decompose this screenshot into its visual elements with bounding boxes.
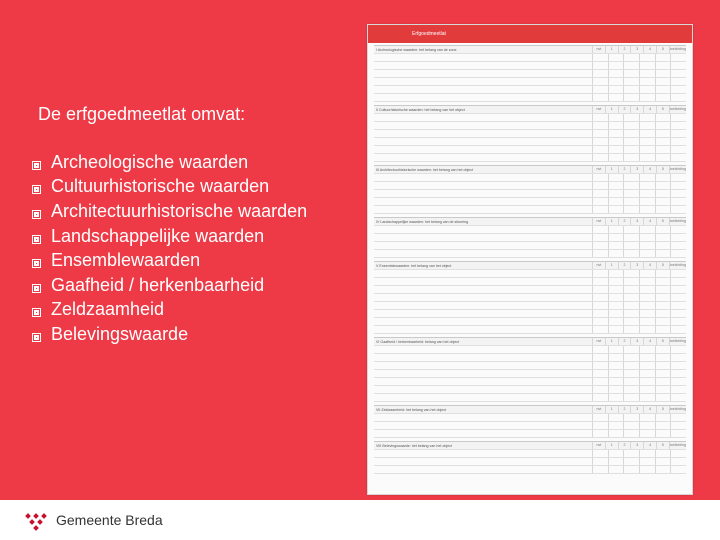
section-label: I Archeologische waarden: het belang van de zone: [376, 47, 457, 52]
section-cell: nvt: [592, 166, 605, 173]
bullet-item: Gaafheid / herkenbaarheid: [32, 273, 307, 298]
section-row: [374, 386, 686, 394]
section-cell: toelichting: [669, 443, 686, 447]
section-row: [374, 114, 686, 122]
section-cell: 2: [618, 106, 631, 113]
breda-logo-icon: [24, 512, 48, 532]
section-row: [374, 182, 686, 190]
section-row: [374, 242, 686, 250]
section-row: [374, 318, 686, 326]
section-row: [374, 354, 686, 362]
section-row: [374, 154, 686, 162]
section-cell: 5: [656, 406, 669, 413]
section-row: [374, 250, 686, 258]
section-cell: 1: [605, 442, 618, 449]
bullet-item: Landschappelijke waarden: [32, 224, 307, 249]
section-row: [374, 466, 686, 474]
section-cell: 2: [618, 166, 631, 173]
section-cell: 3: [630, 106, 643, 113]
section-label: II Cultuurhistorische waarden: het belang van het object: [376, 107, 465, 112]
section-header-row: [374, 262, 686, 270]
section-row: [374, 86, 686, 94]
section-header-row: [374, 442, 686, 450]
section-row: [374, 278, 686, 286]
section-cell: 5: [656, 166, 669, 173]
document-section: [374, 165, 686, 214]
section-cell: toelichting: [669, 263, 686, 267]
section-cell: 4: [643, 106, 656, 113]
section-cell: nvt: [592, 218, 605, 225]
bullet-square-icon: [32, 161, 41, 170]
section-row: [374, 346, 686, 354]
bullet-item: Cultuurhistorische waarden: [32, 175, 307, 200]
section-header-row: [374, 218, 686, 226]
section-row: [374, 138, 686, 146]
section-cell: 4: [643, 442, 656, 449]
section-row: [374, 130, 686, 138]
section-label: VI Gaafheid / herkenbaarheid: belang van het object: [376, 339, 460, 344]
section-row: [374, 362, 686, 370]
section-cell: nvt: [592, 406, 605, 413]
section-row: [374, 122, 686, 130]
document-section: [374, 217, 686, 258]
section-header-row: [374, 46, 686, 54]
section-row: [374, 370, 686, 378]
section-row: [374, 62, 686, 70]
section-cell: 4: [643, 218, 656, 225]
section-cell: toelichting: [669, 107, 686, 111]
section-cell: 3: [630, 338, 643, 345]
section-row: [374, 94, 686, 102]
section-cell: 1: [605, 106, 618, 113]
section-row: [374, 378, 686, 386]
section-row: [374, 430, 686, 438]
section-label: IV Landschappelijke waarden: het belang van de situering: [376, 219, 469, 224]
section-cell: toelichting: [669, 47, 686, 51]
org-name: Gemeente Breda: [56, 512, 163, 528]
section-cell: 2: [618, 262, 631, 269]
bullet-list: [32, 150, 307, 347]
section-row: [374, 190, 686, 198]
section-row: [374, 234, 686, 242]
section-row: [374, 198, 686, 206]
slide-title: De erfgoedmeetlat omvat:: [38, 104, 246, 124]
footer: [0, 500, 720, 540]
section-cell: 4: [643, 262, 656, 269]
section-cell: 3: [630, 442, 643, 449]
section-cell: 5: [656, 218, 669, 225]
section-row: [374, 310, 686, 318]
document-section: [374, 105, 686, 162]
section-label: VII Zeldzaamheid: het belang van het object: [376, 407, 447, 412]
section-cell: 1: [605, 338, 618, 345]
section-cell: nvt: [592, 106, 605, 113]
section-cell: 4: [643, 338, 656, 345]
section-row: [374, 206, 686, 214]
section-row: [374, 414, 686, 422]
section-header-row: [374, 166, 686, 174]
section-cell: 5: [656, 106, 669, 113]
section-cell: 5: [656, 46, 669, 53]
bullet-square-icon: [32, 308, 41, 317]
section-cell: 2: [618, 406, 631, 413]
section-row: [374, 294, 686, 302]
section-cell: 3: [630, 218, 643, 225]
bullet-square-icon: [32, 185, 41, 194]
document-section: [374, 45, 686, 102]
section-cell: toelichting: [669, 407, 686, 411]
section-cell: 4: [643, 166, 656, 173]
section-cell: 3: [630, 262, 643, 269]
section-cell: 2: [618, 442, 631, 449]
section-cell: 5: [656, 338, 669, 345]
document-section: [374, 405, 686, 438]
section-cell: 2: [618, 338, 631, 345]
section-row: [374, 302, 686, 310]
section-label: III Architectuurhistorische waarden: het belang van het object: [376, 167, 474, 172]
section-cell: 5: [656, 262, 669, 269]
section-row: [374, 450, 686, 458]
section-cell: 2: [618, 46, 631, 53]
section-row: [374, 326, 686, 334]
document-section: [374, 441, 686, 474]
section-cell: 4: [643, 406, 656, 413]
section-cell: 1: [605, 262, 618, 269]
document-header: Erfgoedmeetlat: [368, 25, 692, 43]
section-row: [374, 458, 686, 466]
section-cell: 3: [630, 46, 643, 53]
bullet-item: Belevingswaarde: [32, 322, 307, 347]
bullet-item: Zeldzaamheid: [32, 298, 307, 323]
section-label: V Ensemblewaarden: het belang van het object: [376, 263, 452, 268]
section-cell: toelichting: [669, 167, 686, 171]
section-label: VIII Belevingswaarde: het belang van het object: [376, 443, 452, 448]
section-header-row: [374, 338, 686, 346]
document-section: [374, 261, 686, 334]
section-cell: nvt: [592, 338, 605, 345]
erfgoedmeetlat-document-image: [367, 24, 693, 495]
section-cell: 5: [656, 442, 669, 449]
section-row: [374, 422, 686, 430]
section-row: [374, 226, 686, 234]
bullet-square-icon: [32, 259, 41, 268]
bullet-item: Archeologische waarden: [32, 150, 307, 175]
section-cell: 1: [605, 46, 618, 53]
document-sections: [368, 45, 692, 474]
section-cell: nvt: [592, 46, 605, 53]
section-cell: 1: [605, 406, 618, 413]
section-cell: 1: [605, 218, 618, 225]
section-row: [374, 394, 686, 402]
section-cell: toelichting: [669, 339, 686, 343]
bullet-item: Ensemblewaarden: [32, 248, 307, 273]
section-cell: 4: [643, 46, 656, 53]
section-cell: 1: [605, 166, 618, 173]
section-row: [374, 146, 686, 154]
section-row: [374, 270, 686, 278]
section-cell: 2: [618, 218, 631, 225]
document-section: [374, 337, 686, 402]
bullet-square-icon: [32, 210, 41, 219]
section-cell: toelichting: [669, 219, 686, 223]
bullet-item: Architectuurhistorische waarden: [32, 199, 307, 224]
bullet-square-icon: [32, 333, 41, 342]
section-cell: nvt: [592, 442, 605, 449]
section-cell: 3: [630, 406, 643, 413]
section-cell: 3: [630, 166, 643, 173]
section-row: [374, 78, 686, 86]
bullet-square-icon: [32, 235, 41, 244]
section-row: [374, 174, 686, 182]
section-cell: nvt: [592, 262, 605, 269]
section-row: [374, 54, 686, 62]
section-header-row: [374, 106, 686, 114]
bullet-square-icon: [32, 284, 41, 293]
section-header-row: [374, 406, 686, 414]
section-row: [374, 70, 686, 78]
section-row: [374, 286, 686, 294]
